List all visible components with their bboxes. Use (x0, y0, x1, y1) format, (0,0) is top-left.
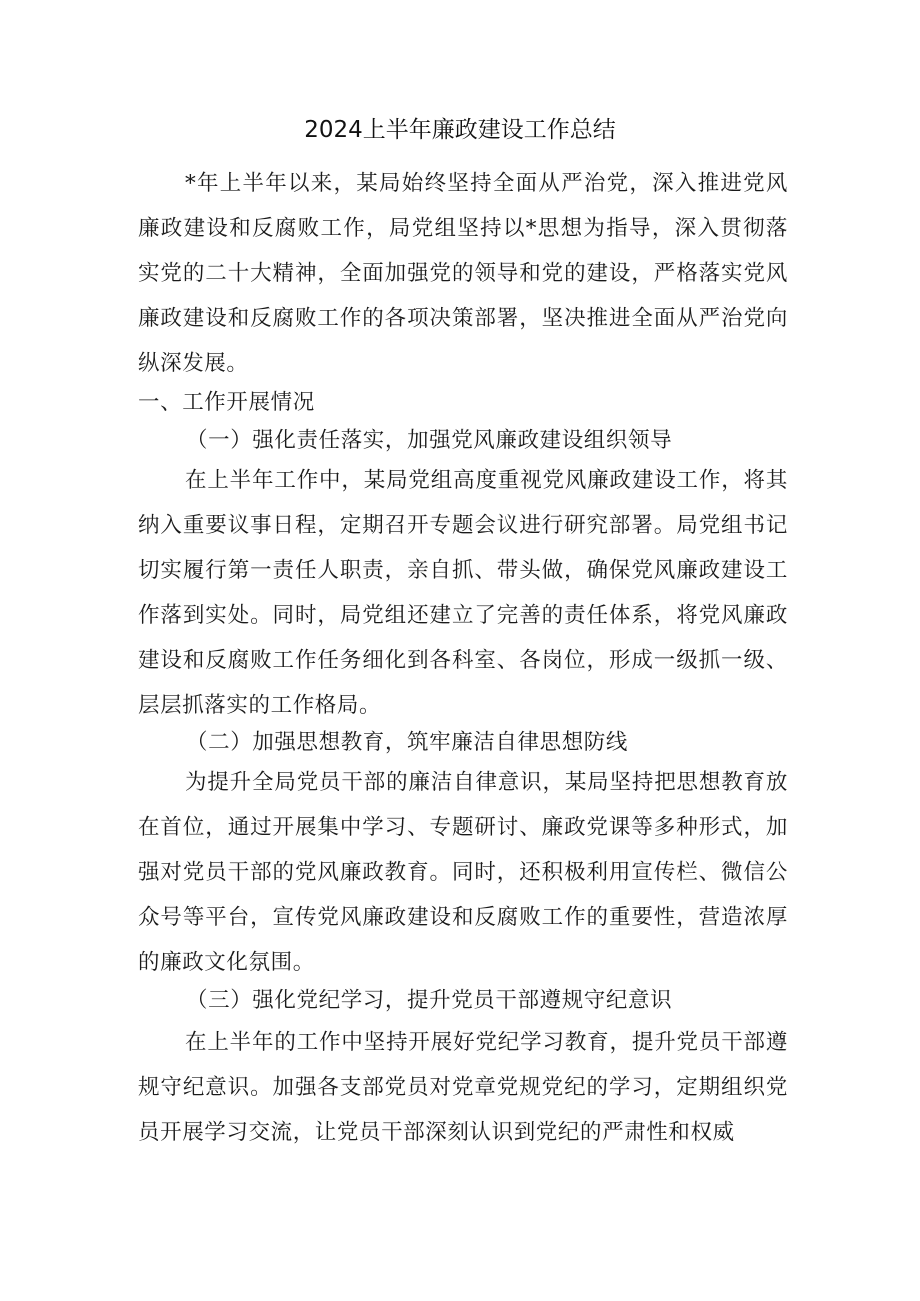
subsection-heading-1: （一）强化责任落实，加强党风廉政建设组织领导 (186, 428, 673, 453)
subsection-body-1: 在上半年工作中，某局党组高度重视党风廉政建设工作，将其纳入重要议事日程，定期召开专题会议进行研究部署。局党组书记切实履行第一责任人职责，亲自抓、带头做，确保党风廉政建设工作落到实处。同时，局党组还建立了完善的责任体系，将党风廉政建设和反腐败工作任务细化到各科室、各岗位，形成一级抓一级、层层抓落实的工作格局。 (138, 468, 788, 718)
section-heading-work-status: 一、工作开展情况 (138, 390, 315, 415)
subsection-heading-2: （二）加强思想教育，筑牢廉洁自律思想防线 (186, 730, 629, 755)
subsection-body-2: 为提升全局党员干部的廉洁自律意识，某局坚持把思想教育放在首位，通过开展集中学习、专题研讨、廉政党课等多种形式，加强对党员干部的党风廉政教育。同时，还积极利用宣传栏、微信公众号等平台，宣传党风廉政建设和反腐败工作的重要性，营造浓厚的廉政文化氛围。 (138, 770, 788, 975)
document-title: 2024上半年廉政建设工作总结 (304, 117, 616, 143)
intro-paragraph: *年上半年以来，某局始终坚持全面从严治党，深入推进党风廉政建设和反腐败工作，局党组坚持以*思想为指导，深入贯彻落实党的二十大精神，全面加强党的领导和党的建设，严格落实党风廉政建设和反腐败工作的各项决策部署，坚决推进全面从严治党向纵深发展。 (138, 171, 788, 376)
subsection-body-3: 在上半年的工作中坚持开展好党纪学习教育，提升党员干部遵规守纪意识。加强各支部党员对党章党规党纪的学习，定期组织党员开展学习交流，让党员干部深刻认识到党纪的严肃性和权威 (138, 1030, 788, 1145)
subsection-heading-3: （三）强化党纪学习，提升党员干部遵规守纪意识 (186, 988, 673, 1013)
